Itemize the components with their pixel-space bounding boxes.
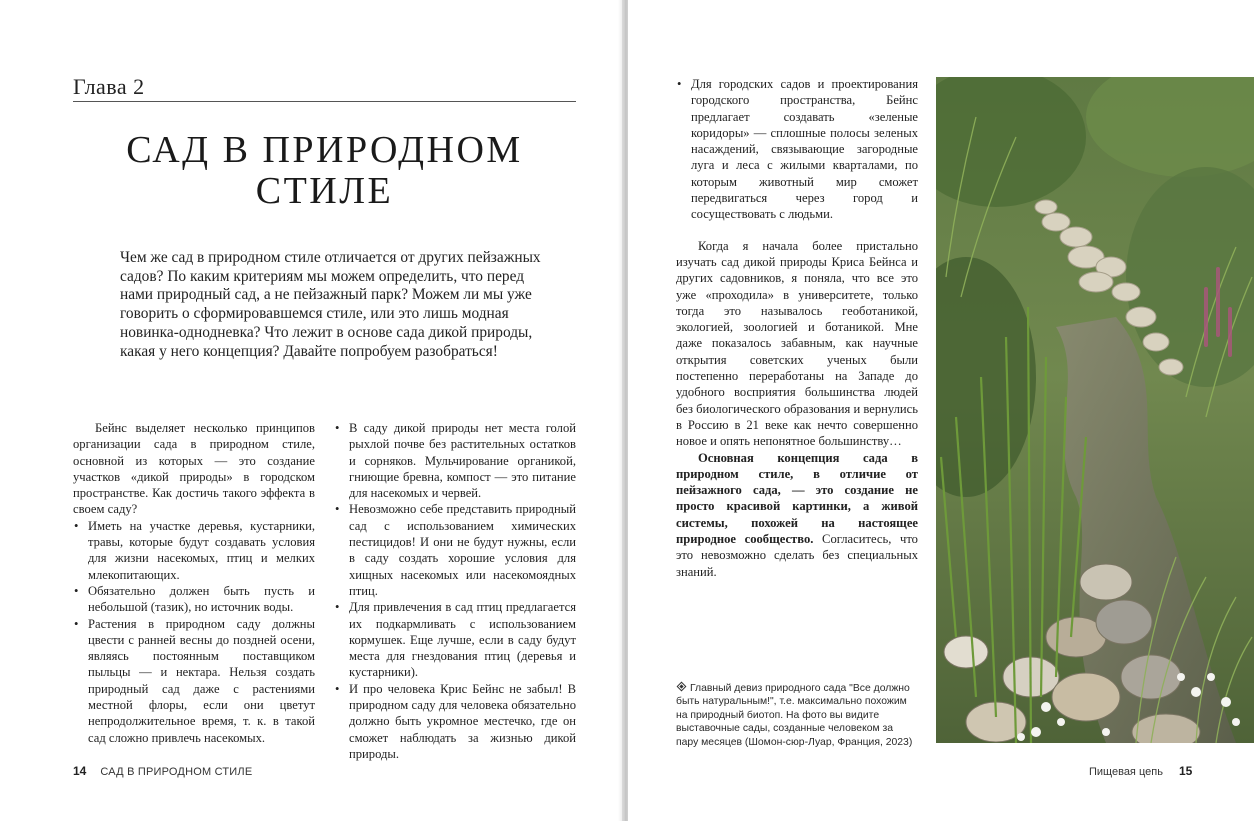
list-item: • Для городских садов и проектирования городского пространства, Бейнс предлагает создавать «зеленые коридоры» — сплошные полосы зеленых насаждений, связывающие загородные луга и леса с жилыми кварталами, по которым животный мир сможет передвигаться через город и сосуществовать с людьми. bbox=[676, 76, 918, 223]
photo-caption bbox=[676, 682, 916, 749]
chapter-title bbox=[73, 130, 576, 212]
list-item: • Обязательно должен быть пусть и небольшой (тазик), но источник воды. bbox=[73, 583, 315, 616]
garden-stream-photo bbox=[936, 77, 1254, 743]
chapter-title-line1: САД В ПРИРОДНОМ bbox=[126, 129, 523, 171]
page-footer-right bbox=[1089, 764, 1192, 778]
list-item: • Растения в природном саду должны цвести с ранней весны до поздней осени, являясь постоянным поставщиком пыльцы — и нектара. Нельзя создать природный сад даже с растениями местной флоры, если они цветут непродолжительное время, т. к. в такой сад сложно привлечь насекомых. bbox=[73, 616, 315, 746]
chapter-divider bbox=[73, 101, 576, 102]
concept-highlight: Основная концепция сада в природном стиле, в отличие от пейзажного сада, — это создание не просто красивой картинки, а живой системы, похожей на настоящее природное сообщество. bbox=[676, 450, 918, 547]
list-item: • И про человека Крис Бейнс не забыл! В природном саду для человека обязательно должно быть укромное местечко, где он сможет наблюдать за жизнью дикой природы. bbox=[334, 681, 576, 762]
page-footer bbox=[73, 764, 252, 778]
right-page-text-column bbox=[676, 76, 918, 580]
list-item: • Невозможно себе представить природный сад с использованием химических пестицидов! И они не будут нужны, если в саду создать хорошие условия для хищных насекомых или насекомоядных птиц. bbox=[334, 501, 576, 599]
diamond-icon bbox=[677, 682, 687, 692]
list-item: • Иметь на участке деревья, кустарники, травы, которые будут создавать условия для жизни насекомых, птиц и мелких млекопитающих. bbox=[73, 518, 315, 583]
right-column bbox=[334, 420, 576, 762]
body-paragraph: Когда я начала более пристально изучать сад дикой природы Криса Бейнса и других садовников, я поняла, что все это уже «проходила» в университете, только тогда это называлось геоботаникой, экологией, зоологией и ботаникой. Мне даже показалось забавным, как научные открытия советских ученых были постепенно переработаны на Западе до удобного восприятия большинства людей без биологического образования и вернулись в Россию в 21 веке как нечто совершенно новое и опять непонятное большинству… bbox=[676, 238, 918, 449]
running-title: САД В ПРИРОДНОМ СТИЛЕ bbox=[100, 766, 253, 778]
concept-continuation: Согласитесь, что это невозможно сделать без специальных знаний. bbox=[676, 532, 918, 579]
list-item: • В саду дикой природы нет места голой рыхлой почве без растительных остатков и сорняков. Мульчирование органикой, гниющие бревна, компост — это питание для насекомых и червей. bbox=[334, 420, 576, 501]
concept-paragraph bbox=[676, 450, 918, 580]
intro-paragraph: Чем же сад в природном стиле отличается от других пейзажных садов? По каким критериям мы можем определить, что перед нами природный сад, а не пейзажный парк? Можем ли мы уже говорить о сформировавшемся стиле, или это лишь модная новинка-однодневка? Что лежит в основе сада дикой природы, какая у него концепция? Давайте попробуем разобраться! bbox=[120, 249, 541, 360]
principles-list bbox=[334, 420, 576, 762]
left-column bbox=[73, 420, 315, 746]
page-number: 15 bbox=[1178, 764, 1193, 778]
garden-illustration bbox=[936, 77, 1254, 743]
page-number: 14 bbox=[73, 764, 87, 778]
column-paragraph: Бейнс выделяет несколько принципов организации сада в природном стиле, основной из которых — это создание участков «дикой природы» в городском пространстве. Как достичь такого эффекта в своем саду? bbox=[73, 421, 315, 517]
corridors-list bbox=[676, 76, 918, 223]
left-page bbox=[0, 0, 622, 821]
chapter-label: Глава 2 bbox=[73, 74, 145, 99]
caption-text: Главный девиз природного сада "Все должно быть натуральным!", т.е. максимально похожим на природный биотоп. На фото вы видите выставочные сады, созданные человеком за пару месяцев (Шомон-сюр-Луар, Франция, 2023) bbox=[676, 683, 913, 748]
principles-list bbox=[73, 518, 315, 746]
chapter-title-line2: СТИЛЕ bbox=[255, 170, 394, 212]
running-title: Пищевая цепь bbox=[1089, 766, 1163, 778]
list-item: • Для привлечения в сад птиц предлагается их подкармливать с использованием кормушек. Еще лучше, если в саду будут места для гнездования птиц (деревья и кустарники). bbox=[334, 599, 576, 680]
